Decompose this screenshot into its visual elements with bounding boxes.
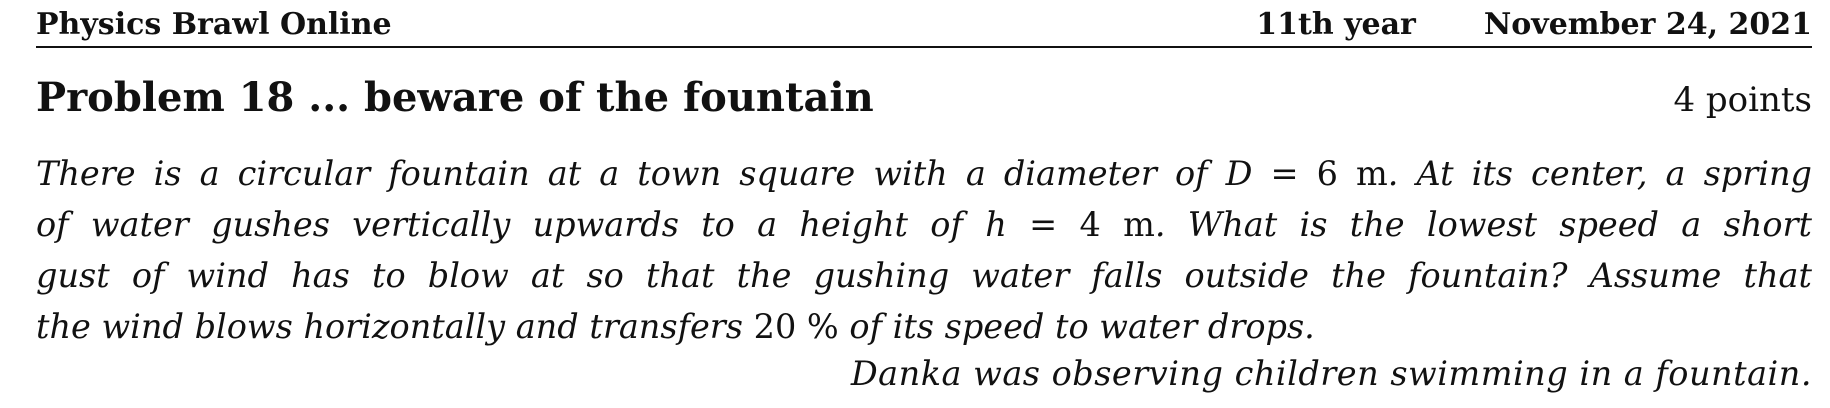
problem-statement: [36, 148, 1812, 352]
competition-year: 11th year: [1256, 6, 1416, 42]
statement-line-1: [36, 148, 1812, 199]
text-segment: . At its center, a spring: [1387, 154, 1812, 193]
math-variable: h: [985, 205, 1007, 244]
text-segment: There is a circular fountain at a town square with a diameter of: [36, 154, 1226, 193]
text-segment: the wind blows horizontally and transfers: [36, 307, 754, 346]
math-percent: 20 %: [753, 307, 839, 346]
text-segment: . What is the lowest speed a short: [1154, 205, 1812, 244]
author-note: Danka was observing children swimming in a fountain.: [850, 354, 1812, 393]
text-segment: of its speed to water drops.: [838, 307, 1315, 346]
problem-points: 4 points: [1673, 80, 1812, 120]
math-variable: D: [1225, 154, 1253, 193]
statement-line-3: gust of wind has to blow at so that the gushing water falls outside the fountain? Assume that: [36, 256, 1812, 295]
problem-title: Problem 18 ... beware of the fountain: [36, 74, 874, 121]
statement-line-2: [36, 199, 1812, 250]
math-equation: = 4 m: [1006, 205, 1155, 244]
header: [36, 2, 1812, 48]
problem-heading: [36, 74, 1812, 121]
statement-line-4: [36, 301, 1812, 352]
competition-title: Physics Brawl Online: [36, 6, 392, 42]
text-segment: of water gushes vertically upwards to a height of: [36, 205, 986, 244]
competition-date: November 24, 2021: [1483, 6, 1812, 42]
math-equation: = 6 m: [1252, 154, 1388, 193]
